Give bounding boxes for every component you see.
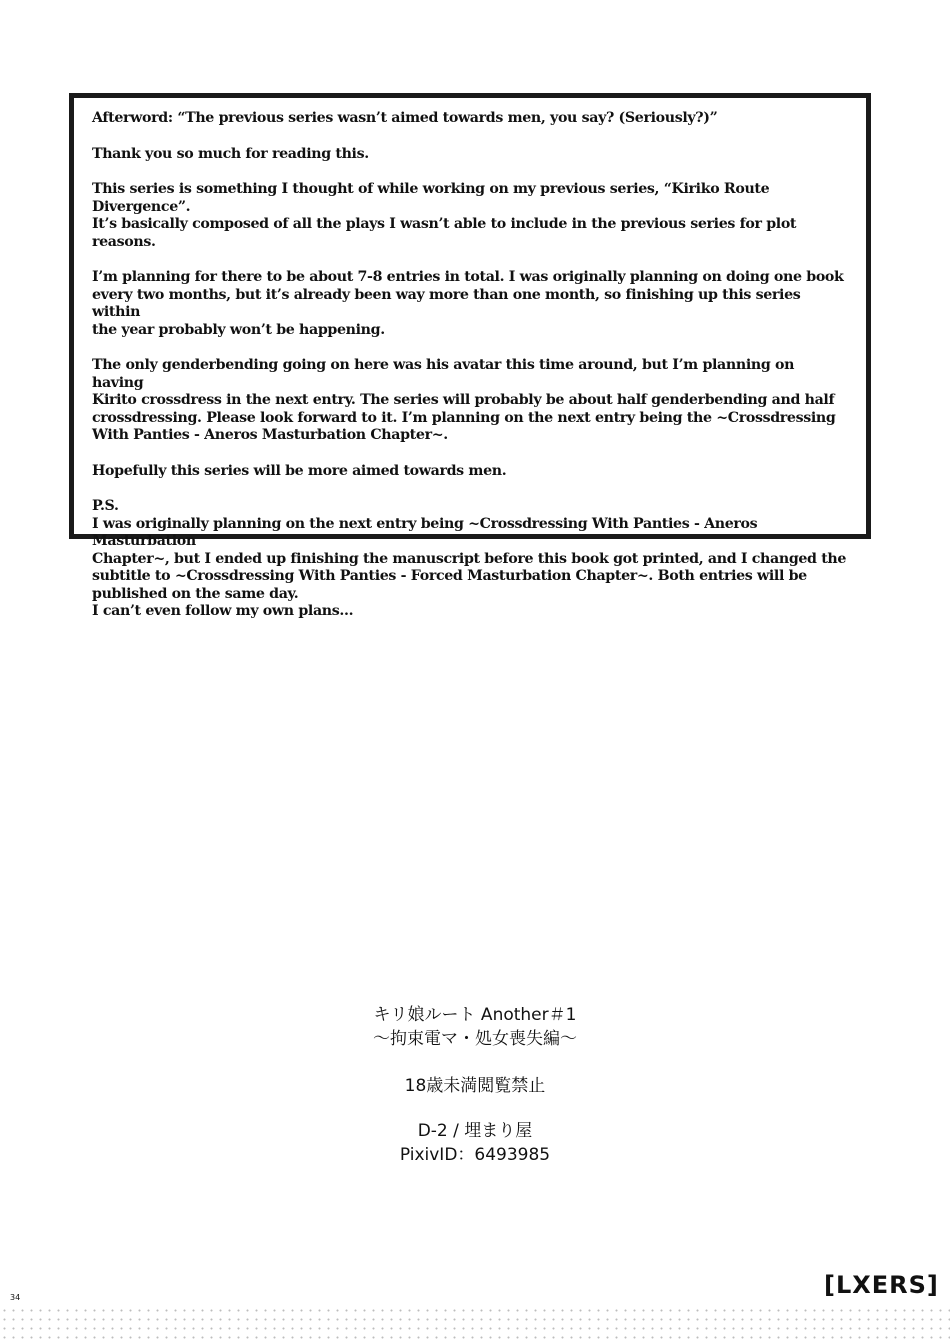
scanlator-logo: [LXERS]	[824, 1271, 939, 1299]
afterword-paragraph-3: The only genderbending going on here was his avatar this time around, but I’m planning on having Kirito crossdress in the next entry. The series will probably be about half genderbending and half crossdressing. Please look forward to it. I’m planning on the next entry being the ~Crossdressing With Panties - Aneros Masturbation Chapter~.	[92, 357, 836, 443]
book-title: キリ娘ルート Another＃1	[373, 1005, 577, 1025]
pixiv-id: PixivID：6493985	[399, 1145, 551, 1165]
page-number: 34	[10, 1293, 21, 1302]
author-credits-block	[0, 1119, 950, 1167]
book-subtitle: 〜拘束電マ・処女喪失編〜	[373, 1029, 577, 1049]
rating-notice-block	[0, 1074, 950, 1098]
afterword-thanks: Thank you so much for reading this.	[92, 145, 369, 162]
age-rating-notice: 18歳未満閲覧禁止	[404, 1076, 546, 1096]
dotted-border-decoration	[0, 1306, 950, 1341]
afterword-paragraph-1: This series is something I thought of while working on my previous series, “Kiriko Route Divergence”. It’s basically composed of all the plays I wasn’t able to include in the previous series for plot reasons.	[92, 181, 797, 250]
afterword-ps-label: P.S.	[92, 498, 119, 514]
afterword-paragraph-2: I’m planning for there to be about 7-8 entries in total. I was originally planning on doing one book every two months, but it’s already been way more than one month, so finishing up this series within the year probably won’t be happening.	[92, 269, 844, 338]
afterword-heading: Afterword: “The previous series wasn’t aimed towards men, you say? (Seriously?)”	[92, 110, 718, 126]
afterword-box	[69, 93, 871, 619]
afterword-ps-text: I was originally planning on the next entry being ~Crossdressing With Panties - Aneros Masturbation Chapter~, but I ended up finishing the manuscript before this book got printed, and I changed the subtitle to ~Crossdressing With Panties - Forced Masturbation Chapter~. Both entries will be published on the same day. I can’t even follow my own plans...	[92, 515, 847, 619]
afterword-paragraph-4: Hopefully this series will be more aimed towards men.	[92, 462, 507, 479]
book-title-block	[0, 1003, 950, 1051]
circle-name: D-2 / 埋まり屋	[417, 1121, 533, 1141]
